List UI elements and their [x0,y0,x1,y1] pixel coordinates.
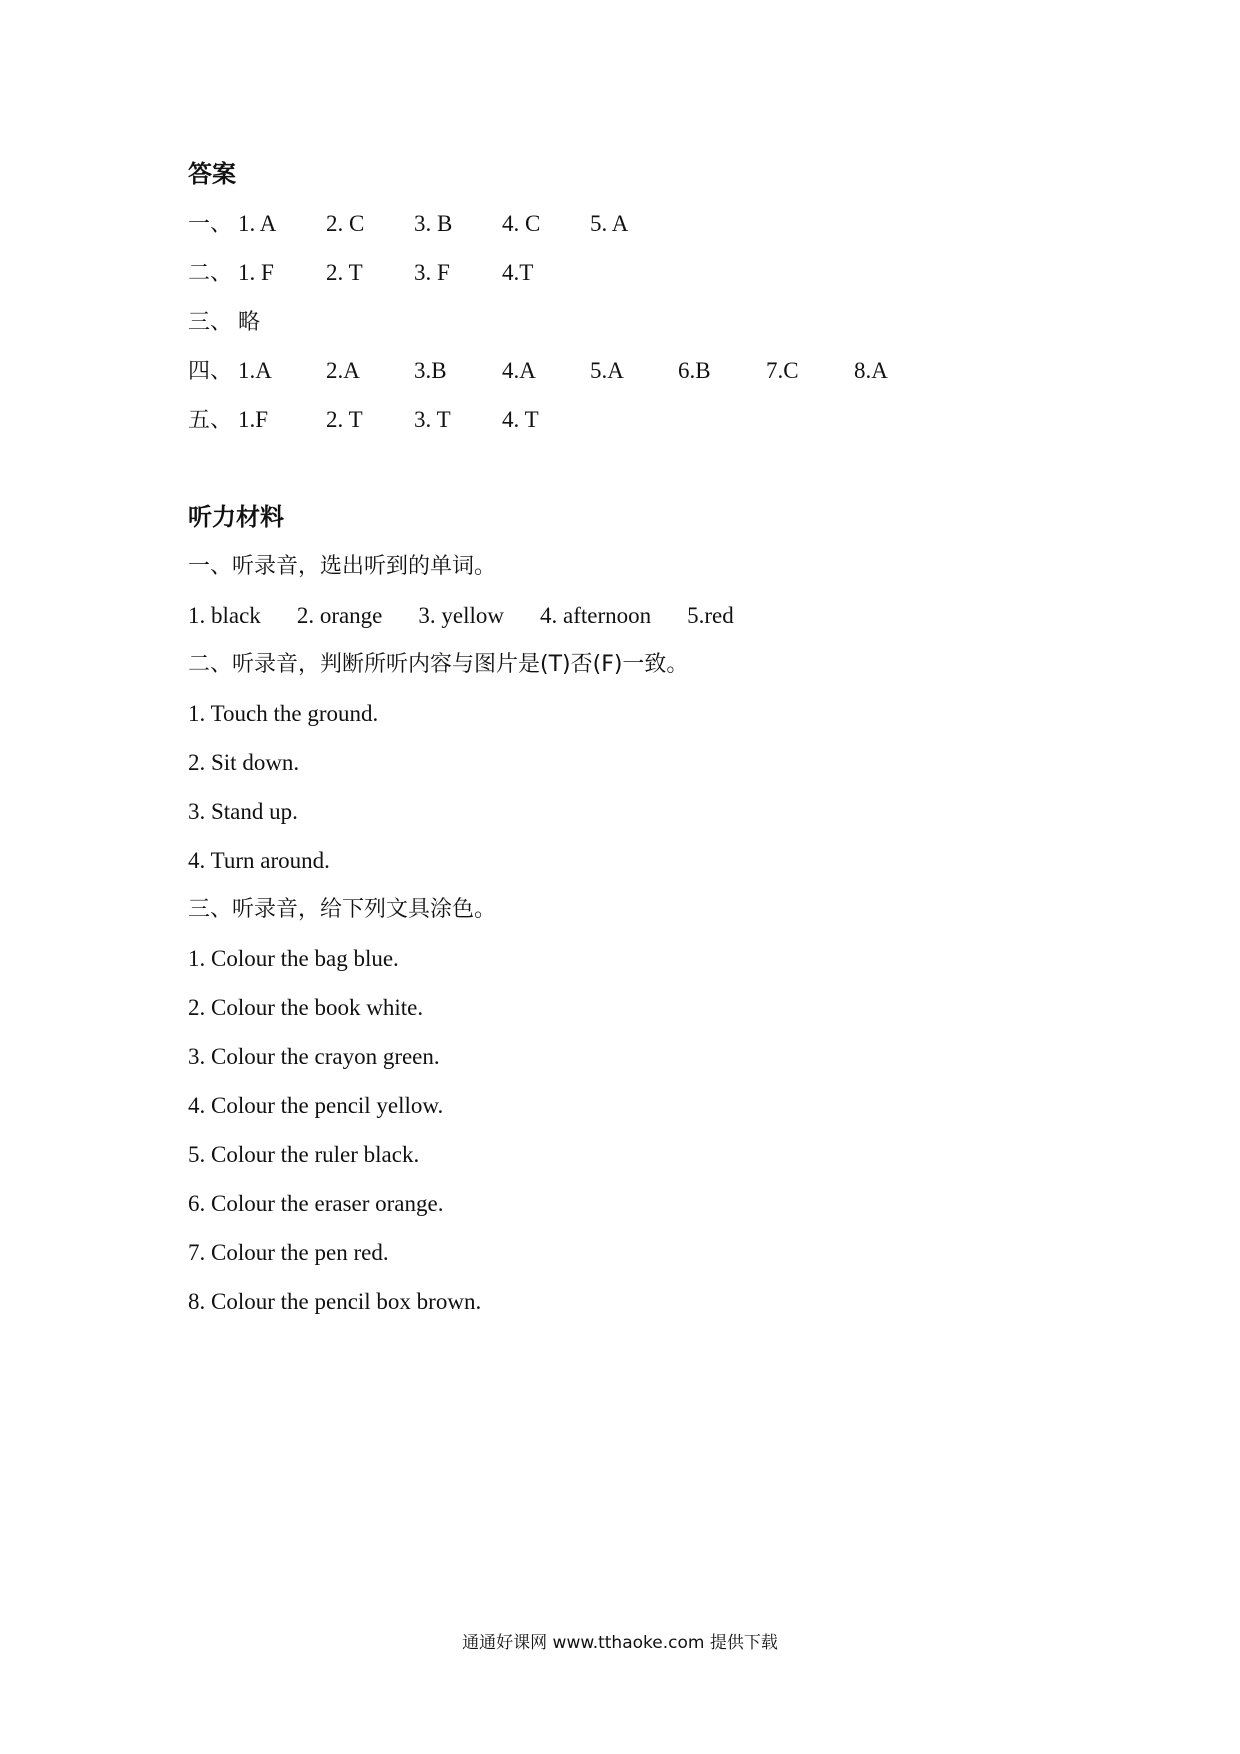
answer-item: 1.F [238,407,269,432]
answer-item: 8.A [854,358,888,383]
listening-section-1-heading: 一、听录音，选出听到的单词。 [188,554,497,579]
section-spacer [188,444,1148,493]
answer-item: 1. F [238,260,274,285]
list-item: 8. Colour the pencil box brown. [188,1289,482,1314]
answer-item: 4. C [502,211,541,236]
answer-row-1 [188,199,1148,248]
answer-item: 1. A [238,211,277,236]
listening-section-1-words [188,591,1148,640]
answer-item: 3. B [414,211,453,236]
document-page [188,150,1148,1326]
answer-item: 1.A [238,358,272,383]
list-item: 5. Colour the ruler black. [188,1142,420,1167]
listening-section-3-heading: 三、听录音，给下列文具涂色。 [188,897,497,922]
answer-row-prefix: 四、 [188,359,233,384]
list-item: 2. Sit down. [188,750,300,775]
list-item: 6. Colour the eraser orange. [188,1191,444,1216]
word-item: 1. black [188,603,261,628]
answer-item: 5.A [590,358,624,383]
answer-item: 5. A [590,211,629,236]
answer-row-prefix: 五、 [188,408,233,433]
list-item: 1. Touch the ground. [188,701,379,726]
word-item: 3. yellow [418,603,504,628]
answer-item: 略 [238,310,261,335]
list-item: 4. Colour the pencil yellow. [188,1093,444,1118]
listening-section-2-heading: 二、听录音，判断所听内容与图片是(T)否(F)一致。 [188,652,689,677]
answer-row-prefix: 三、 [188,310,233,335]
answer-row-prefix: 一、 [188,212,233,237]
answer-item: 2. T [326,260,363,285]
answer-item: 2. C [326,211,365,236]
answer-item: 2. T [326,407,363,432]
answer-row-5 [188,395,1148,444]
answer-row-4 [188,346,1148,395]
word-item: 5.red [687,603,734,628]
answer-row-3 [188,297,1148,346]
answer-item: 3. F [414,260,450,285]
list-item: 2. Colour the book white. [188,995,424,1020]
list-item: 7. Colour the pen red. [188,1240,389,1265]
answers-title: 答案 [188,160,236,188]
answer-item: 4.T [502,260,534,285]
answer-row-2 [188,248,1148,297]
answer-item: 6.B [678,358,711,383]
listening-title: 听力材料 [188,503,284,531]
word-item: 4. afternoon [540,603,652,628]
answer-item: 4.A [502,358,536,383]
answer-row-prefix: 二、 [188,261,233,286]
list-item: 3. Colour the crayon green. [188,1044,440,1069]
answer-item: 3. T [414,407,451,432]
word-item: 2. orange [296,603,383,628]
answer-item: 2.A [326,358,360,383]
answer-item: 4. T [502,407,539,432]
list-item: 1. Colour the bag blue. [188,946,399,971]
list-item: 3. Stand up. [188,799,298,824]
page-footer: 通通好课网 www.tthaoke.com 提供下载 [462,1633,778,1653]
list-item: 4. Turn around. [188,848,330,873]
answer-item: 7.C [766,358,799,383]
answer-item: 3.B [414,358,447,383]
